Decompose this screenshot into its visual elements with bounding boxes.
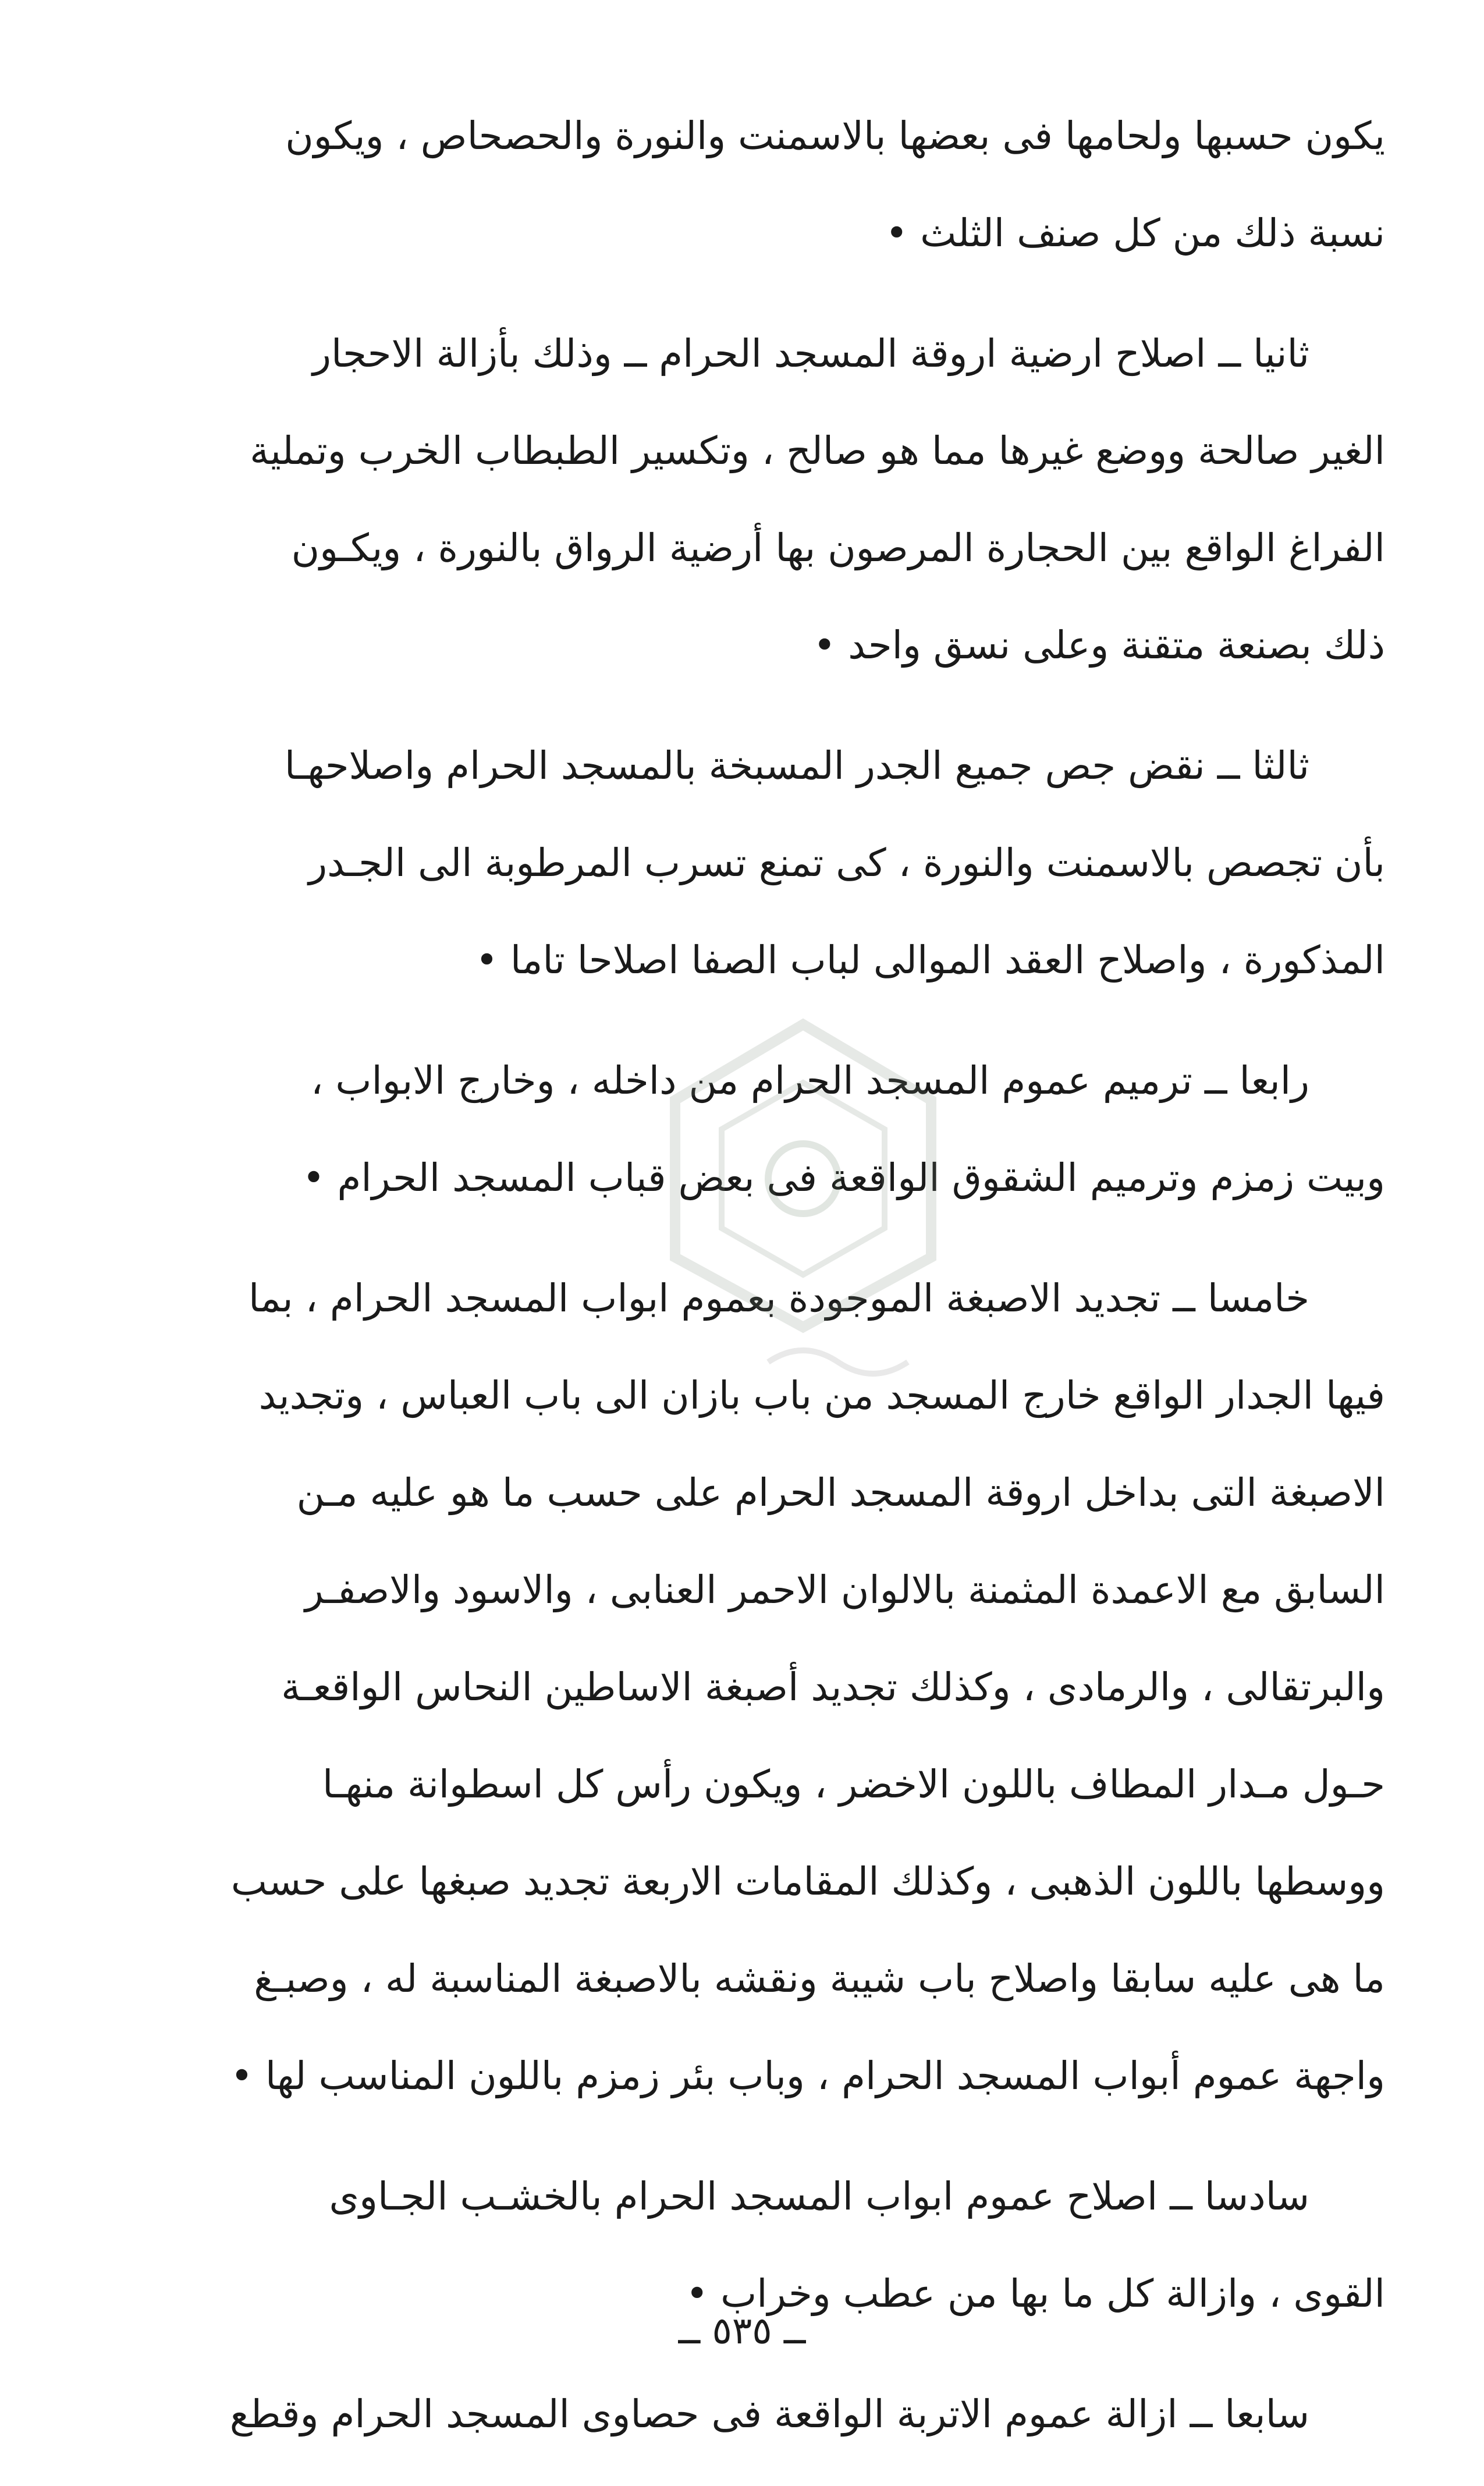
paragraph-item-5 bbox=[116, 1250, 1385, 2125]
text-line: الفراغ الواقع بين الحجارة المرصون بها أرضية الرواق بالنورة ، ويكـون bbox=[291, 526, 1385, 570]
text-line: خامسا ــ تجديد الاصبغة الموجودة بعموم ابواب المسجد الحرام ، بما bbox=[248, 1276, 1309, 1321]
text-line: واجهة عموم أبواب المسجد الحرام ، وباب بئر زمزم باللون المناسب لها • bbox=[230, 2054, 1385, 2098]
text-line: الغير صالحة ووضع غيرها مما هو صالح ، وتكسير الطبطاب الخرب وتملية bbox=[250, 428, 1385, 473]
text-line: ثالثا ــ نقض جص جميع الجدر المسبخة بالمسجد الحرام واصلاحهـا bbox=[284, 743, 1309, 788]
document-page bbox=[116, 87, 1385, 2486]
paragraph-item-2 bbox=[116, 305, 1385, 694]
text-line: ذلك بصنعة متقنة وعلى نسق واحد • bbox=[813, 623, 1385, 668]
text-line: السابق مع الاعمدة المثمنة بالالوان الاحمر العنابى ، والاسود والاصفـر bbox=[305, 1568, 1385, 1612]
text-line: ما هى عليه سابقا واصلاح باب شيبة ونقشه بالاصبغة المناسبة له ، وصبـغ bbox=[254, 1956, 1385, 2001]
text-line: نسبة ذلك من كل صنف الثلث • bbox=[885, 211, 1385, 256]
text-line: حـول مـدار المطاف باللون الاخضر ، ويكون رأس كل اسطوانة منهـا bbox=[322, 1762, 1385, 1807]
paragraph-item-7 bbox=[116, 2366, 1385, 2463]
paragraph-item-4 bbox=[116, 1032, 1385, 1226]
text-line: والبرتقالى ، والرمادى ، وكذلك تجديد أصبغة الاساطين النحاس الواقعـة bbox=[281, 1665, 1385, 1710]
text-line: بأن تجصص بالاسمنت والنورة ، كى تمنع تسرب المرطوبة الى الجـدر bbox=[308, 841, 1385, 885]
text-line: رابعا ــ ترميم عموم المسجد الحرام من داخله ، وخارج الابواب ، bbox=[311, 1058, 1309, 1103]
page-number: ــ ٥٣٥ ــ bbox=[678, 2310, 806, 2353]
text-line: ووسطها باللون الذهبى ، وكذلك المقامات الاربعة تجديد صبغها على حسب bbox=[230, 1859, 1385, 1904]
text-line: سادسا ــ اصلاح عموم ابواب المسجد الحرام بالخشـب الجـاوى bbox=[329, 2174, 1309, 2219]
text-line: القوى ، وازالة كل ما بها من عطب وخراب • bbox=[686, 2271, 1385, 2316]
text-line: المذكورة ، واصلاح العقد الموالى لباب الصفا اصلاحا تاما • bbox=[475, 938, 1385, 983]
text-line: فيها الجدار الواقع خارج المسجد من باب بازان الى باب العباس ، وتجديد bbox=[258, 1373, 1385, 1418]
text-line: يكون حسبها ولحامها فى بعضها بالاسمنت والنورة والحصحاص ، ويكون bbox=[285, 114, 1385, 158]
text-line: ثانيا ــ اصلاح ارضية اروقة المسجد الحرام ــ وذلك بأزالة الاحجار bbox=[313, 331, 1309, 376]
text-line: سابعا ــ ازالة عموم الاتربة الواقعة فى حصاوى المسجد الحرام وقطع bbox=[229, 2392, 1309, 2437]
text-line: الاصبغة التى بداخل اروقة المسجد الحرام على حسب ما هو عليه مـن bbox=[296, 1470, 1385, 1515]
text-line: وبيت زمزم وترميم الشقوق الواقعة فى بعض قباب المسجد الحرام • bbox=[302, 1155, 1385, 1200]
paragraph-item-3 bbox=[116, 717, 1385, 1009]
paragraph-continuation bbox=[116, 87, 1385, 282]
